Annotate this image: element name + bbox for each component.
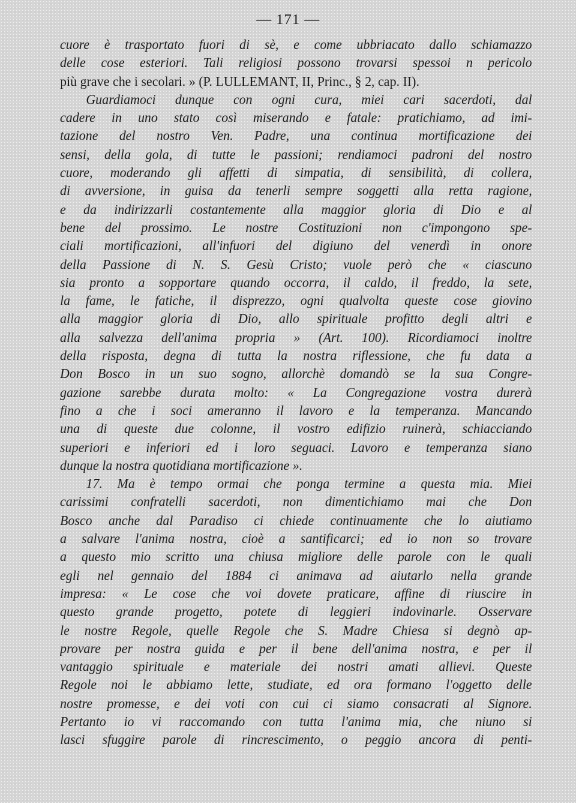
text-line: e da indirizzarli costantemente alla maggior gloria di Dio e al xyxy=(60,201,532,217)
page-number: — 171 — xyxy=(256,12,320,28)
text-line: delle cose esteriori. Tali religiosi possono trovarsi spessoi n pericolo xyxy=(60,55,532,71)
text-line: gazione sarebbe durata molto: « La Congregazione vostra durerà xyxy=(60,384,532,400)
text-line: egli nel gennaio del 1884 ci animava ad aiutarlo nella grande xyxy=(60,567,532,583)
text-line: Don Bosco in un suo sogno, allorchè domandò se la sua Congre- xyxy=(60,366,532,382)
text-line: 17. Ma è tempo ormai che ponga termine a questa mia. Miei xyxy=(86,476,532,492)
text-line: Bosco anche dal Paradiso ci chiede continuamente che lo aiutiamo xyxy=(60,512,532,528)
text-line: dunque la nostra quotidiana mortificazione ». xyxy=(60,457,303,473)
text-line: alla salvezza dell'anima propria » (Art. 100). Ricordiamoci inoltre xyxy=(60,329,532,345)
text-line: Guardiamoci dunque con ogni cura, miei cari sacerdoti, dal xyxy=(86,91,532,107)
text-line: della risposta, degna di tutta la nostra riflessione, che fu data a xyxy=(60,348,532,364)
text-line: le nostre Regole, quelle Regole che S. Madre Chiesa si degnò ap- xyxy=(60,622,532,638)
text-line: carissimi confratelli sacerdoti, non dimentichiamo mai che Don xyxy=(60,494,532,510)
text-line: cadere in uno stato così miserando e fatale: pratichiamo, ad imi- xyxy=(60,110,532,126)
text-line: fino a che i soci ameranno il lavoro e la temperanza. Mancando xyxy=(60,402,532,418)
text-line: una di queste due colonne, il vostro edifizio ruinerà, schiacciando xyxy=(60,421,532,437)
text-line: lasci sfuggire parole di rincrescimento, o peggio ancora di penti- xyxy=(60,732,532,748)
text-line: cuore è trasportato fuori di sè, e come ubbriacato dallo schiamazzo xyxy=(60,37,532,52)
text-line: a questo mio scritto una chiusa migliore delle parole con le quali xyxy=(60,549,532,565)
text-line: provare per nostra guida e per il bene dell'anima nostra, e per il xyxy=(60,640,532,656)
text-line: Pertanto io vi raccomando con tutta l'anima mia, che niuno si xyxy=(60,713,532,729)
text-line: cuore, moderando gli affetti di simpatia, di sensibilità, di collera, xyxy=(60,165,532,181)
text-line: questo grande progetto, potete di leggieri indovinarle. Osservare xyxy=(60,604,532,620)
text-line: della Passione di N. S. Gesù Cristo; vuole però che « ciascuno xyxy=(60,256,532,272)
text-line: alla maggior gloria di Dio, allo spirituale profitto degli altri e xyxy=(60,311,532,327)
text-line: ciali mortificazioni, all'infuori del digiuno del venerdì in onore xyxy=(60,238,532,254)
text-line: vantaggio spirituale e materiale dei nostri amati allievi. Queste xyxy=(60,659,532,675)
text-line: sensi, della gola, di tutte le passioni; rendiamoci padroni del nostro xyxy=(60,146,532,162)
text-line: sia pronto a sopportare quando occorra, il caldo, il freddo, la sete, xyxy=(60,274,532,290)
text-line: più grave che i secolari. » (P. LULLEMANT, II, Princ., § 2, cap. II). xyxy=(60,73,420,89)
text-line: nostre promesse, e dei voti con cui ci siamo consacrati al Signore. xyxy=(60,695,532,711)
text-line: di avversione, in guisa da tenerli sempre soggetti alla retta ragione, xyxy=(60,183,532,199)
text-line: impresa: « Le cose che voi dovete praticare, affine di riuscire in xyxy=(60,585,532,601)
body-text xyxy=(60,36,532,750)
text-line: a salvare l'anima nostra, cioè a santificarci; ed io non so trovare xyxy=(60,531,532,547)
text-line: Regole noi le abbiamo lette, studiate, ed ora formano l'oggetto delle xyxy=(60,677,532,693)
text-line: tazione del nostro Ven. Padre, una continua mortificazione dei xyxy=(60,128,532,144)
text-line: la fame, le fatiche, il disprezzo, ogni qualvolta queste cose giovino xyxy=(60,293,532,309)
text-line: bene del prossimo. Le nostre Costituzioni non c'impongono spe- xyxy=(60,219,532,235)
text-line: superiori e inferiori ed i loro seguaci. Lavoro e temperanza siano xyxy=(60,439,532,455)
